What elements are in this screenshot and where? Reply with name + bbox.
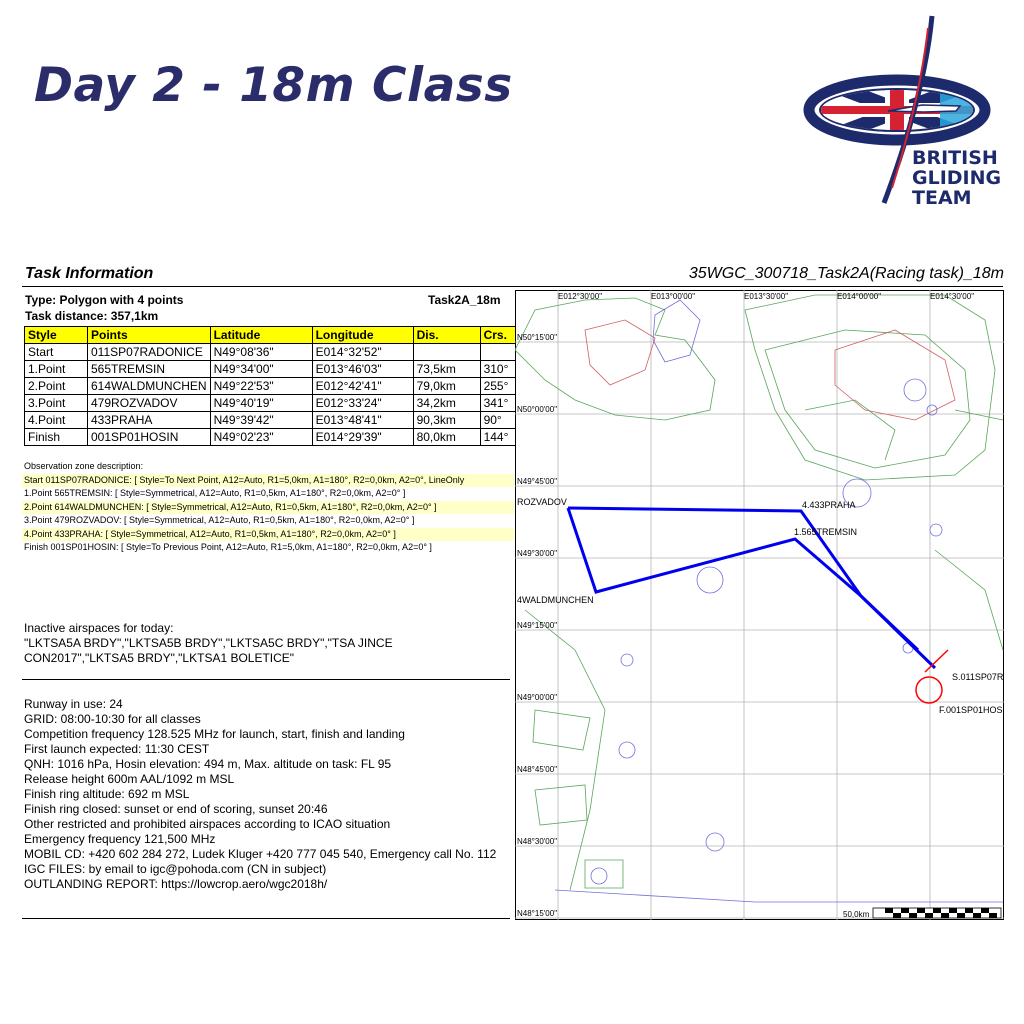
table-cell: 144°	[480, 429, 518, 446]
lon-label: E012°30'00"	[558, 292, 603, 301]
point-label: S.011SP07R	[952, 672, 1004, 682]
task-type: Type: Polygon with 4 points	[25, 293, 184, 307]
task-map[interactable]	[515, 290, 1004, 920]
table-cell	[480, 344, 518, 361]
table-cell: E013°48'41"	[312, 412, 413, 429]
table-cell: Finish	[25, 429, 88, 446]
divider	[22, 918, 510, 919]
table-row	[25, 378, 519, 395]
table-cell: N49°22'53"	[210, 378, 312, 395]
info-line: OUTLANDING REPORT: https://lowcrop.aero/wgc2018h/	[24, 877, 328, 891]
lat-label: N49°00'00"	[517, 693, 558, 702]
column-header: Dis.	[413, 327, 480, 344]
table-cell: 614WALDMUNCHEN	[88, 378, 211, 395]
table-row	[25, 412, 519, 429]
table-cell: E012°42'41"	[312, 378, 413, 395]
column-header: Crs.	[480, 327, 518, 344]
column-header: Latitude	[210, 327, 312, 344]
table-cell: N49°08'36"	[210, 344, 312, 361]
table-cell: 255°	[480, 378, 518, 395]
table-body	[25, 344, 519, 446]
task-file-name: 35WGC_300718_Task2A(Racing task)_18m	[688, 265, 1004, 282]
scale-bar	[843, 908, 1001, 919]
observation-zone-line: 4.Point 433PRAHA: [ Style=Symmetrical, A12=Auto, R1=0,5km, A1=180°, R2=0,0km, A2=0° ]	[22, 528, 514, 541]
divider	[22, 679, 510, 680]
table-row	[25, 395, 519, 412]
lon-label: E014°30'00"	[930, 292, 975, 301]
table-row	[25, 344, 519, 361]
observation-zone-line: Start 011SP07RADONICE: [ Style=To Next Point, A12=Auto, R1=5,0km, A1=180°, R2=0,0km, A2=0°, LineOnly	[22, 474, 514, 487]
table-cell: 80,0km	[413, 429, 480, 446]
table-cell: 90,3km	[413, 412, 480, 429]
info-line: Competition frequency 128.525 MHz for launch, start, finish and landing	[24, 727, 405, 741]
info-line: First launch expected: 11:30 CEST	[24, 742, 210, 756]
table-cell: E013°46'03"	[312, 361, 413, 378]
info-line: Finish ring altitude: 692 m MSL	[24, 787, 190, 801]
table-cell: 479ROZVADOV	[88, 395, 211, 412]
info-line: QNH: 1016 hPa, Hosin elevation: 494 m, Max. altitude on task: FL 95	[24, 757, 392, 771]
lat-label: N48°15'00"	[517, 909, 558, 918]
lat-label: N48°45'00"	[517, 765, 558, 774]
table-cell: N49°40'19"	[210, 395, 312, 412]
logo-text-line: TEAM	[912, 187, 972, 209]
task-distance: Task distance: 357,1km	[25, 309, 159, 323]
column-header: Style	[25, 327, 88, 344]
info-line: GRID: 08:00-10:30 for all classes	[24, 712, 201, 726]
table-cell: E012°33'24"	[312, 395, 413, 412]
table-cell: E014°29'39"	[312, 429, 413, 446]
lat-label: N48°30'00"	[517, 837, 558, 846]
lat-label: N50°00'00"	[517, 405, 558, 414]
table-cell: 1.Point	[25, 361, 88, 378]
table-cell: E014°32'52"	[312, 344, 413, 361]
lon-label: E013°30'00"	[744, 292, 789, 301]
info-line: Emergency frequency 121,500 MHz	[24, 832, 216, 846]
table-cell: 001SP01HOSIN	[88, 429, 211, 446]
point-label: ROZVADOV	[517, 497, 567, 507]
table-row	[25, 361, 519, 378]
scale-label: 50,0km	[843, 910, 870, 919]
table-cell: 73,5km	[413, 361, 480, 378]
point-label: 4.433PRAHA	[802, 500, 856, 510]
inactive-airspaces: Inactive airspaces for today: "LKTSA5A BRDY","LKTSA5B BRDY","LKTSA5C BRDY","TSA JINCE CON2017","LKTSA5 BRDY","LKTSA1 BOLETICE"	[24, 621, 393, 665]
info-line: MOBIL CD: +420 602 284 272, Ludek Kluger +420 777 045 540, Emergency call No. 112	[24, 847, 497, 861]
column-header: Points	[88, 327, 211, 344]
point-label: F.001SP01HOS	[939, 705, 1003, 715]
table-cell: 011SP07RADONICE	[88, 344, 211, 361]
lat-label: N49°15'00"	[517, 621, 558, 630]
table-cell: 565TREMSIN	[88, 361, 211, 378]
lat-label: N49°45'00"	[517, 477, 558, 486]
table-cell: 341°	[480, 395, 518, 412]
table-cell: 3.Point	[25, 395, 88, 412]
table-row	[25, 429, 519, 446]
briefing-info	[24, 697, 504, 892]
divider	[22, 286, 1003, 287]
observation-zone-title: Observation zone description:	[24, 461, 144, 471]
observation-zone-line: 3.Point 479ROZVADOV: [ Style=Symmetrical, A12=Auto, R1=0,5km, A1=180°, R2=0,0km, A2=0° ]	[24, 515, 415, 525]
table-cell: 2.Point	[25, 378, 88, 395]
table-cell: 310°	[480, 361, 518, 378]
table-cell: 4.Point	[25, 412, 88, 429]
table-cell: 90°	[480, 412, 518, 429]
table-cell: N49°39'42"	[210, 412, 312, 429]
page-title: Day 2 - 18m Class	[34, 58, 513, 113]
table-cell: N49°34'00"	[210, 361, 312, 378]
turnpoints-table	[24, 326, 519, 446]
british-gliding-team-logo	[800, 8, 1010, 213]
observation-zone-line: 2.Point 614WALDMUNCHEN: [ Style=Symmetrical, A12=Auto, R1=0,5km, A1=180°, R2=0,0km, A2=0° ]	[22, 501, 514, 514]
point-label: 4WALDMUNCHEN	[517, 595, 594, 605]
observation-zone-line: 1.Point 565TREMSIN: [ Style=Symmetrical, A12=Auto, R1=0,5km, A1=180°, R2=0,0km, A2=0° ]	[24, 488, 406, 498]
task-information-heading: Task Information	[25, 265, 154, 282]
lon-label: E013°00'00"	[651, 292, 696, 301]
info-line: Other restricted and prohibited airspaces according to ICAO situation	[24, 817, 391, 831]
point-label: 1.565TREMSIN	[794, 527, 858, 537]
table-header-row	[25, 327, 519, 344]
lon-label: E014°00'00"	[837, 292, 882, 301]
logo-text-line: GLIDING	[912, 167, 1002, 189]
table-cell: 79,0km	[413, 378, 480, 395]
lat-label: N50°15'00"	[517, 333, 558, 342]
column-header: Longitude	[312, 327, 413, 344]
info-line: Release height 600m AAL/1092 m MSL	[24, 772, 235, 786]
table-cell: 433PRAHA	[88, 412, 211, 429]
task-name: Task2A_18m	[428, 293, 501, 307]
table-cell: Start	[25, 344, 88, 361]
observation-zone-line: Finish 001SP01HOSIN: [ Style=To Previous Point, A12=Auto, R1=5,0km, A1=180°, R2=0,0km, A2=0° ]	[24, 542, 432, 552]
table-cell: 34,2km	[413, 395, 480, 412]
logo-text-line: BRITISH	[912, 147, 998, 169]
info-line: IGC FILES: by email to igc@pohoda.com (CN in subject)	[24, 862, 327, 876]
info-line: Finish ring closed: sunset or end of scoring, sunset 20:46	[24, 802, 328, 816]
lat-label: N49°30'00"	[517, 549, 558, 558]
table-cell	[413, 344, 480, 361]
info-line: Runway in use: 24	[24, 697, 123, 711]
table-cell: N49°02'23"	[210, 429, 312, 446]
